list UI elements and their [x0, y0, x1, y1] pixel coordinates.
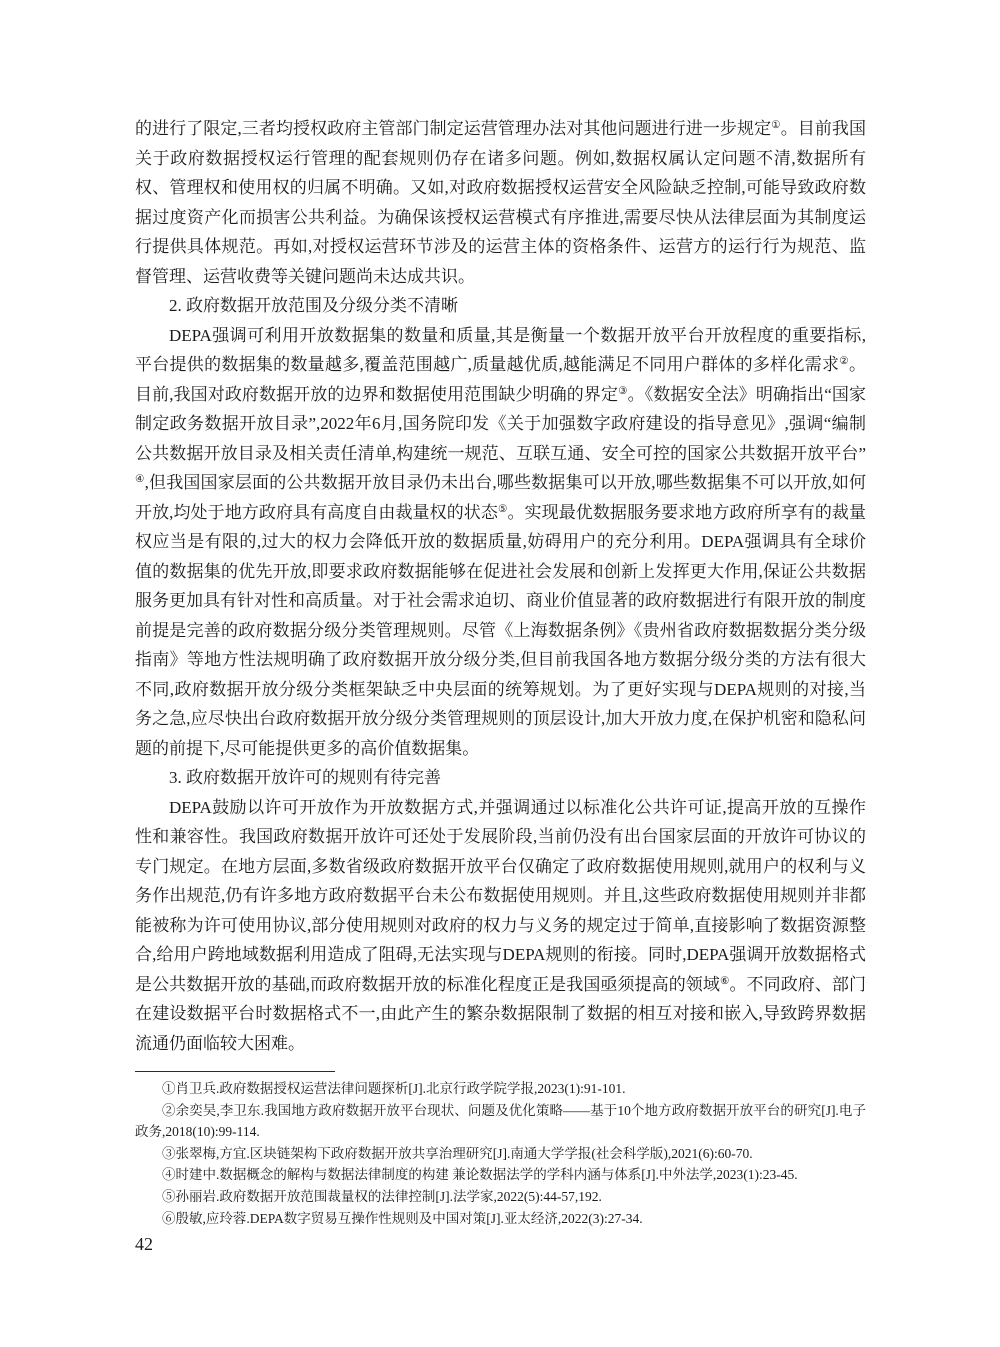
body-paragraph: 的进行了限定,三者均授权政府主管部门制定运营管理办法对其他问题进行进一步规定①。目前我国关于政府数据授权运行管理的配套规则仍存在诸多问题。例如,数据权属认定问题不清,数据所有权、管理权和使用权的归属不明确。又如,对政府数据授权运营安全风险缺乏控制,可能导致政府数据过度资产化而损害公共利益。为确保该授权运营模式有序推进,需要尽快从法律层面为其制度运行提供具体规范。再如,对授权运营环节涉及的运营主体的资格条件、运营方的运行行为规范、监督管理、运营收费等关键问题尚未达成共识。	[135, 119, 867, 286]
footnotes	[135, 1078, 866, 1229]
body-paragraph: DEPA鼓励以许可开放作为开放数据方式,并强调通过以标准化公共许可证,提高开放的互操作性和兼容性。我国政府数据开放许可还处于发展阶段,当前仍没有出台国家层面的开放许可协议的专门规定。在地方层面,多数省级政府数据开放平台仅确定了政府数据使用规则,就用户的权利与义务作出规范,仍有许多地方政府数据平台未公布数据使用规则。并且,这些政府数据使用规则并非都能被称为许可使用协议,部分使用规则对政府的权力与义务的规定过于简单,直接影响了数据资源整合,给用户跨地域数据利用造成了阻碍,无法实现与DEPA规则的衔接。同时,DEPA强调开放数据格式是公共数据开放的基础,而政府数据开放的标准化程度正是我国亟须提高的领域⑥。不同政府、部门在建设数据平台时数据格式不一,由此产生的繁杂数据限制了数据的相互对接和嵌入,导致跨界数据流通仍面临较大困难。	[135, 797, 867, 1053]
footnote-item: ⑤孙丽岩.政府数据开放范围裁量权的法律控制[J].法学家,2022(5):44-57,192.	[162, 1188, 602, 1204]
page-number: 42	[135, 1234, 153, 1254]
footnote-item: ④时建中.数据概念的解构与数据法律制度的构建 兼论数据法学的学科内涵与体系[J].中外法学,2023(1):23-45.	[162, 1167, 798, 1183]
footnote-list	[135, 1078, 866, 1229]
footnote-separator	[135, 1071, 335, 1072]
body-content	[135, 114, 866, 1058]
footnote-item: ②余奕吴,李卫东.我国地方政府数据开放平台现状、问题及优化策略——基于10个地方政府数据开放平台的研究[J].电子政务,2018(10):99-114.	[135, 1102, 866, 1140]
footnote-marker: ⑤	[497, 503, 508, 515]
article-body	[135, 114, 866, 1058]
footnote-marker: ①	[771, 120, 781, 132]
footnote-item: ①肖卫兵.政府数据授权运营法律问题探析[J].北京行政学院学报,2023(1):91-101.	[162, 1081, 626, 1096]
footnote-item: ⑥殷敏,应玲蓉.DEPA数字贸易互操作性规则及中国对策[J].亚太经济,2022(3):27-34.	[162, 1210, 643, 1226]
section-heading: 2. 政府数据开放范围及分级分类不清晰	[169, 296, 458, 315]
footnote-marker: ③	[618, 385, 628, 397]
footnote-marker: ④	[135, 474, 145, 486]
footnote-marker: ⑥	[719, 975, 730, 987]
footnote-marker: ②	[839, 356, 849, 368]
body-paragraph: DEPA强调可利用开放数据集的数量和质量,其是衡量一个数据开放平台开放程度的重要指标,平台提供的数据集的数量越多,覆盖范围越广,质量越优质,越能满足不同用户群体的多样化需求②。目前,我国对政府数据开放的边界和数据使用范围缺少明确的界定③。《数据安全法》明确指出“国家制定政务数据开放目录”,2022年6月,国务院印发《关于加强数字政府建设的指导意见》,强调“编制公共数据开放目录及相关责任清单,构建统一规范、互联互通、安全可控的国家公共数据开放平台”④,但我国国家层面的公共数据开放目录仍未出台,哪些数据集可以开放,哪些数据集不可以开放,如何开放,均处于地方政府具有高度自由裁量权的状态⑤。实现最优数据服务要求地方政府所享有的裁量权应当是有限的,过大的权力会降低开放的数据质量,妨碍用户的充分利用。DEPA强调具有全球价值的数据集的优先开放,即要求政府数据能够在促进社会发展和创新上发挥更大作用,保证公共数据服务更加具有针对性和高质量。对于社会需求迫切、商业价值显著的政府数据进行有限开放的制度前提是完善的政府数据分级分类管理规则。尽管《上海数据条例》《贵州省政府数据数据分类分级指南》等地方性法规明确了政府数据开放分级分类,但目前我国各地方数据分级分类的方法有很大不同,政府数据开放分级分类框架缺乏中央层面的统筹规划。为了更好实现与DEPA规则的对接,当务之急,应尽快出台政府数据开放分级分类管理规则的顶层设计,加大开放力度,在保护机密和隐私问题的前提下,尽可能提供更多的高价值数据集。	[135, 325, 867, 758]
footnote-item: ③张翠梅,方宜.区块链架构下政府数据开放共享治理研究[J].南通大学学报(社会科学版),2021(6):60-70.	[162, 1145, 753, 1161]
section-heading: 3. 政府数据开放许可的规则有待完善	[169, 768, 441, 787]
